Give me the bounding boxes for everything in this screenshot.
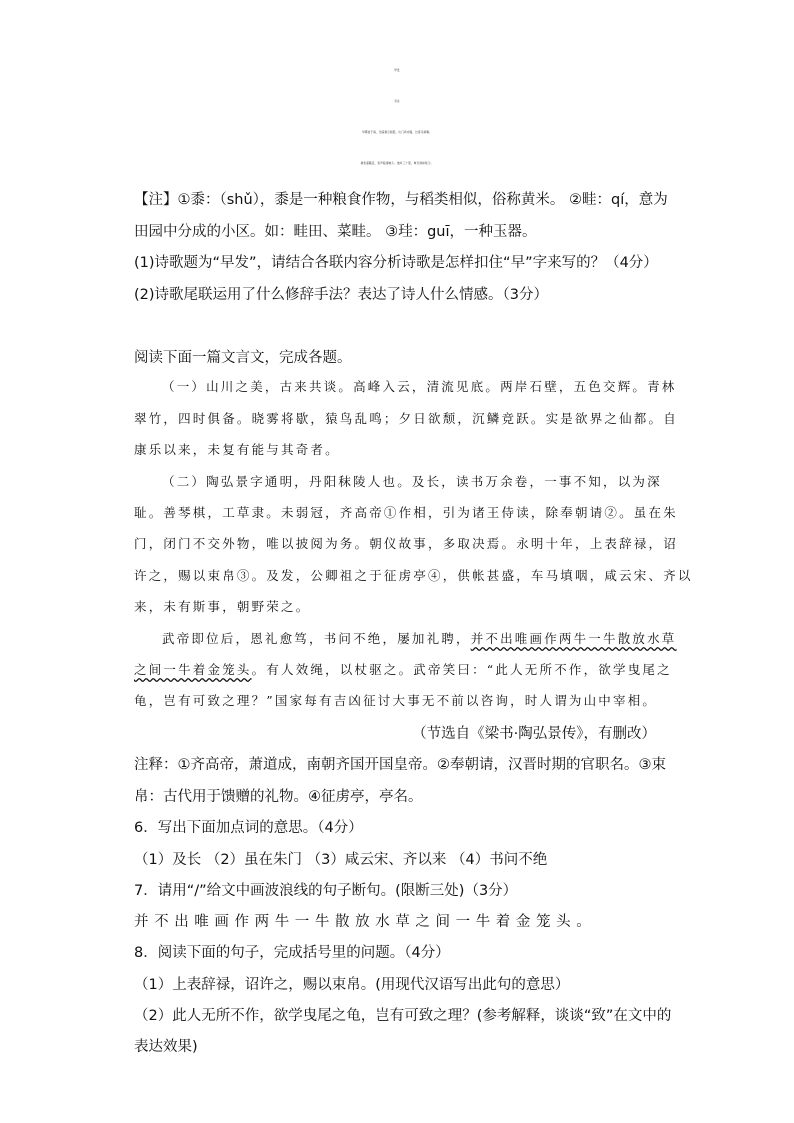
passage-2-line-2: 耻。善琴棋，工草隶。未弱冠，齐高帝①作相，引为诸王侍读，除奉朝请②。虽在朱 xyxy=(134,505,678,520)
poem-question-1: (1)诗歌题为“早发”，请结合各联内容分析诗歌是怎样扣住“早”字来写的？（4分） xyxy=(134,255,658,271)
passage-3-line-2 xyxy=(134,664,672,677)
passage-3-line-2-end: 。有人效绳，以杖驱之。武帝笑曰：“此人无所不作，欲学曳尾之 xyxy=(251,662,672,677)
poem-line-1: 早雾浓于雨，田深黍①稻低。出门鸡未唱，过客马频嘶。 xyxy=(362,131,432,134)
question-8-2-line-1: （2）此人无所不作，欲学曳尾之龟，岂有可致之理？(参考解释，谈谈“致”在文中的 xyxy=(134,1008,672,1024)
question-8-2-line-2: 表达效果) xyxy=(134,1039,198,1055)
poem-line-2: 树色遥藏店，泉声暗傍畦②。独吟三十里，城月尚如珪③。 xyxy=(360,162,434,165)
passage-3-line-1 xyxy=(162,633,677,646)
question-6-items: （1）及长 （2）虽在朱门 （3）咸云宋、齐以来 （4）书问不绝 xyxy=(134,852,548,868)
passage-intro: 阅读下面一篇文言文，完成各题。 xyxy=(134,350,352,366)
passage-3-line-1-start: 武帝即位后，恩礼愈笃，书问不绝，屡加礼聘， xyxy=(162,631,471,646)
passage-2-line-5: 来，未有斯事，朝野荣之。 xyxy=(134,599,311,614)
passage-notes-line-2: 帛：古代用于馈赠的礼物。④征虏亭，亭名。 xyxy=(134,789,423,805)
question-8-1: （1）上表辞禄，诏许之，赐以束帛。(用现代汉语写出此句的意思） xyxy=(134,977,570,993)
passage-notes-line-1: 注释：①齐高帝，萧道成，南朝齐国开国皇帝。②奉朝请，汉晋时期的官职名。③束 xyxy=(134,757,666,773)
passage-3-line-3: 龟，岂有可致之理？”国家每有吉凶征讨大事无不前以咨询，时人谓为山中宰相。 xyxy=(134,693,658,708)
passage-source: （节选自《梁书·陶弘景传》，有删改） xyxy=(412,726,656,742)
poem-note-line-1: 【注】①黍：（shǔ），黍是一种粮食作物，与稻类相似，俗称黄米。 ②畦：qí，意为 xyxy=(134,192,668,208)
passage-2-line-1: （二）陶弘景字通明，丹阳秣陵人也。及长，读书万余卷，一事不知，以为深 xyxy=(162,474,662,489)
poem-question-2: (2)诗歌尾联运用了什么修辞手法？表达了诗人什么情感。（3分） xyxy=(134,287,549,303)
passage-1-line-2: 翠竹，四时俱备。晓雾将歇，猿鸟乱鸣；夕日欲颓，沉鳞竞跃。实是欲界之仙都。自 xyxy=(134,411,678,426)
passage-1-line-3: 康乐以来，未复有能与其奇者。 xyxy=(134,442,340,457)
poem-author: 韦庄 xyxy=(394,100,400,103)
question-7-sentence: 并不出唯画作两牛一牛散放水草之间一牛着金笼头。 xyxy=(134,914,597,930)
poem-title: 早发 xyxy=(394,69,400,72)
question-7: 7．请用“/”给文中画波浪线的句子断句。(限断三处)（3分） xyxy=(134,883,518,899)
passage-1-line-1: （一）山川之美，古来共谈。高峰入云，清流见底。两岸石壁，五色交辉。青林 xyxy=(162,379,677,394)
passage-2-line-4: 许之，赐以束帛③。及发，公卿祖之于征虏亭④，供帐甚盛，车马填咽，咸云宋、齐以 xyxy=(134,568,693,583)
wavy-underlined-sentence-part-2: 之间一牛着金笼头 xyxy=(134,662,252,677)
wavy-underlined-sentence-part-1: 并不出唯画作两牛一牛散放水草 xyxy=(470,631,677,646)
question-8: 8．阅读下面的句子，完成括号里的问题。（4分） xyxy=(134,945,450,961)
question-6: 6．写出下面加点词的意思。（4分） xyxy=(134,820,363,836)
passage-2-line-3: 门，闭门不交外物，唯以披阅为务。朝仪故事，多取决焉。永明十年，上表辞禄，诏 xyxy=(134,536,678,551)
poem-note-line-2: 田园中分成的小区。如：畦田、菜畦。 ③珪：guī，一种玉器。 xyxy=(134,224,537,240)
